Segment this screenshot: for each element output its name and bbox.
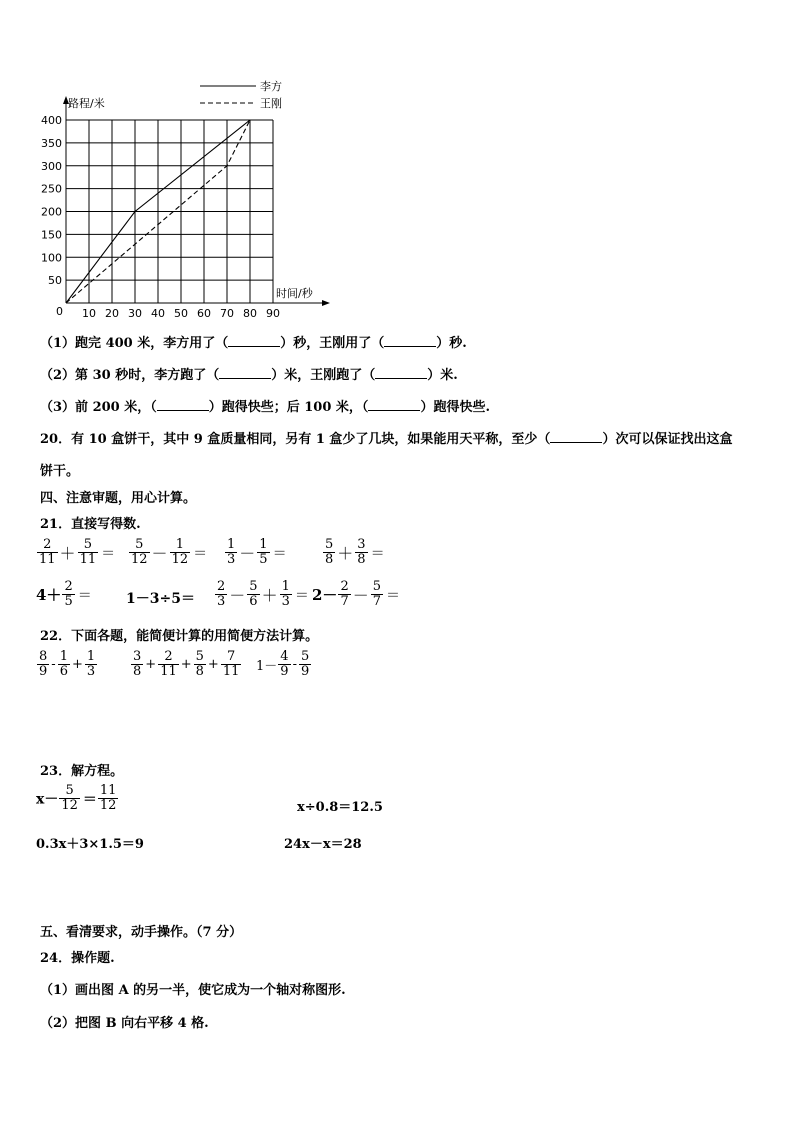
q19-sub1-text-a: （1）跑完 400 米，李方用了（ bbox=[40, 336, 229, 351]
legend-label: 李方 bbox=[260, 80, 282, 93]
simplify-2: $\frac{3}{8}$ + $\frac{2}{11}$ + $\frac{5}{8}$ + $\frac{7}{11}$ bbox=[133, 649, 240, 679]
q19-sub3 bbox=[40, 396, 490, 415]
x-tick-label: 20 bbox=[105, 307, 119, 320]
equation-2: x÷0.8＝12.5 bbox=[297, 800, 383, 815]
equation-3: 0.3x＋3×1.5＝9 bbox=[36, 837, 144, 852]
chart-origin-label: 0 bbox=[56, 305, 63, 318]
answer-blank[interactable] bbox=[157, 398, 209, 411]
y-tick-label: 150 bbox=[41, 228, 62, 242]
calc-6: 1－3÷5＝ bbox=[126, 591, 195, 607]
chart-x-axis-label: 时间/秒 bbox=[276, 287, 313, 300]
q20-text-b: ）次可以保证找出这盒 bbox=[602, 432, 733, 447]
x-tick-label: 50 bbox=[174, 307, 188, 320]
answer-blank[interactable] bbox=[384, 334, 436, 347]
q19-sub2 bbox=[40, 364, 458, 383]
x-tick-label: 70 bbox=[220, 307, 234, 320]
section-4-heading: 四、注意审题，用心计算。 bbox=[40, 491, 197, 506]
simplify-3: 1－ $\frac{4}{9}$ - $\frac{5}{9}$ bbox=[256, 649, 310, 679]
chart-legend bbox=[200, 79, 282, 110]
y-tick-label: 300 bbox=[41, 159, 62, 173]
answer-blank[interactable] bbox=[368, 398, 420, 411]
y-tick-label: 250 bbox=[41, 182, 62, 196]
distance-time-chart bbox=[30, 74, 340, 324]
q19-sub2-text-c: ）米. bbox=[427, 368, 458, 383]
q24-sub2: （2）把图 B 向右平移 4 格. bbox=[40, 1016, 209, 1031]
q22-heading: 22．下面各题，能简便计算的用简便方法计算。 bbox=[40, 629, 319, 644]
x-tick-label: 30 bbox=[128, 307, 142, 320]
x-tick-label: 80 bbox=[243, 307, 257, 320]
q19-sub3-text-b: ）跑得快些；后 100 米，（ bbox=[208, 400, 369, 415]
q20-line1 bbox=[40, 428, 732, 447]
q20-text-a: 20．有 10 盒饼干，其中 9 盒质量相同，另有 1 盒少了几块，如果能用天平称，至少（ bbox=[40, 432, 551, 447]
q19-sub3-text-a: （3）前 200 米，（ bbox=[40, 400, 157, 415]
chart-grid bbox=[66, 120, 273, 303]
q23-heading: 23．解方程。 bbox=[40, 764, 124, 779]
q19-sub2-text-b: ）米，王刚跑了（ bbox=[271, 368, 376, 383]
calc-2: $\frac{5}{12}$ － $\frac{1}{12}$ ＝ bbox=[131, 537, 208, 567]
calc-8: 2－ $\frac{2}{7}$ － $\frac{5}{7}$ ＝ bbox=[312, 579, 401, 609]
answer-blank[interactable] bbox=[375, 366, 427, 379]
q24-heading: 24．操作题. bbox=[40, 951, 115, 966]
y-tick-label: 400 bbox=[41, 114, 62, 127]
x-tick-label: 10 bbox=[82, 307, 96, 320]
q20-line2: 饼干。 bbox=[40, 464, 80, 479]
answer-blank[interactable] bbox=[219, 366, 271, 379]
q21-heading: 21．直接写得数. bbox=[40, 517, 141, 532]
calc-1: $\frac{2}{11}$ ＋ $\frac{5}{11}$ ＝ bbox=[39, 537, 116, 567]
legend-label: 王刚 bbox=[260, 97, 282, 110]
answer-blank[interactable] bbox=[550, 430, 602, 443]
calc-5: 4＋ $\frac{2}{5}$ ＝ bbox=[36, 579, 92, 609]
equation-4: 24x－x＝28 bbox=[284, 837, 362, 852]
q19-sub3-text-c: ）跑得快些. bbox=[420, 400, 490, 415]
y-tick-label: 50 bbox=[48, 274, 62, 288]
calc-4: $\frac{5}{8}$ ＋ $\frac{3}{8}$ ＝ bbox=[325, 537, 385, 567]
simplify-1: $\frac{8}{9}$ - $\frac{1}{6}$ + $\frac{1}{3}$ bbox=[39, 649, 96, 679]
calc-3: $\frac{1}{3}$ － $\frac{1}{5}$ ＝ bbox=[227, 537, 287, 567]
section-5-heading: 五、看清要求，动手操作。（7 分） bbox=[40, 925, 243, 940]
q24-sub1: （1）画出图 A 的另一半，使它成为一个轴对称图形. bbox=[40, 983, 346, 998]
answer-blank[interactable] bbox=[228, 334, 280, 347]
q19-sub1-text-c: ）秒. bbox=[436, 336, 467, 351]
x-tick-label: 90 bbox=[266, 307, 280, 320]
x-axis-arrow bbox=[322, 300, 330, 306]
y-tick-label: 100 bbox=[41, 251, 62, 265]
chart-axes bbox=[63, 96, 330, 306]
q19-sub2-text-a: （2）第 30 秒时，李方跑了（ bbox=[40, 368, 220, 383]
y-tick-label: 350 bbox=[41, 136, 62, 150]
x-tick-label: 40 bbox=[151, 307, 165, 320]
q19-sub1-text-b: ）秒，王刚用了（ bbox=[280, 336, 385, 351]
calc-7: $\frac{2}{3}$ － $\frac{5}{6}$ ＋ $\frac{1}{3}$ ＝ bbox=[217, 579, 309, 609]
y-tick-label: 200 bbox=[41, 205, 62, 219]
x-tick-label: 60 bbox=[197, 307, 211, 320]
equation-1: x－ $\frac{5}{12}$ ＝ $\frac{11}{12}$ bbox=[36, 783, 117, 813]
q19-sub1 bbox=[40, 332, 467, 351]
chart-y-axis-label: 路程/米 bbox=[68, 97, 105, 110]
